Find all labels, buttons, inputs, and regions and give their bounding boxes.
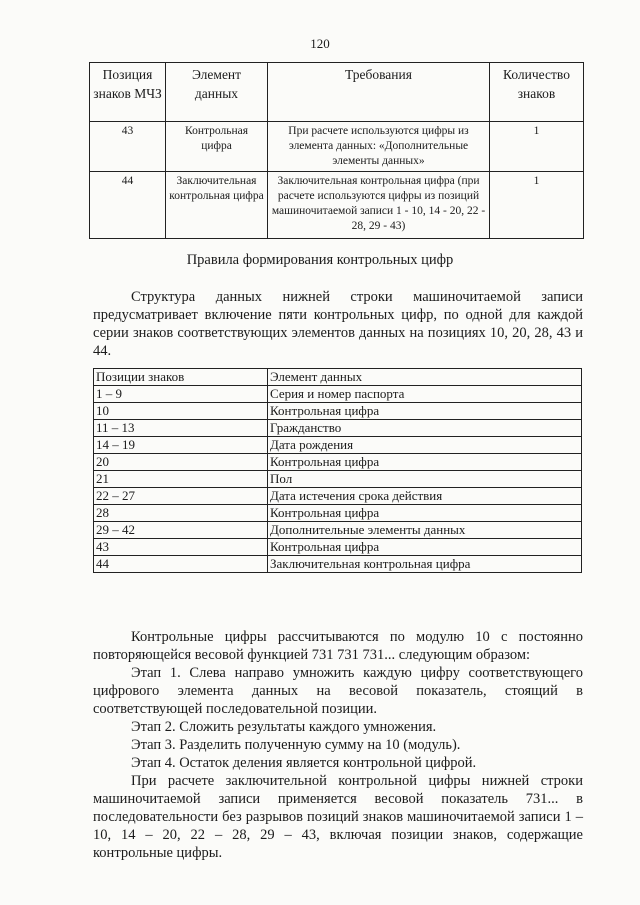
table-row [94, 539, 582, 556]
element-cell: Дата рождения [268, 437, 582, 454]
step-3: Этап 3. Разделить полученную сумму на 10 (модуль). [131, 737, 461, 753]
element-cell: Пол [268, 471, 582, 488]
table-row [94, 403, 582, 420]
table-header-row [94, 369, 582, 386]
element-cell: Контрольная цифра [268, 403, 582, 420]
table-row [94, 471, 582, 488]
position-cell: 28 [94, 505, 268, 522]
header-cell: Количество знаков [490, 63, 584, 122]
position-cell: 14 – 19 [94, 437, 268, 454]
requirements-table [89, 62, 584, 239]
step-2: Этап 2. Сложить результаты каждого умножения. [131, 719, 437, 735]
requirement-cell: Заключительная контрольная цифра (при расчете используются цифры из позиций машиночитаемой записи 1 - 10, 14 - 20, 22 - 28, 29 - 43) [268, 172, 490, 239]
header-cell: Требования [268, 63, 490, 122]
position-cell: 10 [94, 403, 268, 420]
table-row [90, 122, 584, 172]
position-cell: 44 [94, 556, 268, 573]
final-paragraph: При расчете заключительной контрольной цифры нижней строки машиночитаемой записи применяется весовой показатель 731... в последовательности без разрывов позиций знаков машиночитаемой записи 1 – 10, 14 – 20, 22 – 28, 29 – 43, включая позиции знаков, содержащие контрольные цифры. [93, 773, 583, 861]
method-paragraph: Контрольные цифры рассчитываются по модулю 10 с постоянно повторяющейся весовой функцией 731 731 731... следующим образом: [93, 629, 583, 663]
table-header-row [90, 63, 584, 122]
position-cell: 22 – 27 [94, 488, 268, 505]
page-number: 120 [310, 36, 330, 51]
step-4: Этап 4. Остаток деления является контрольной цифрой. [131, 755, 477, 771]
element-cell: Заключительная контрольная цифра [166, 172, 268, 239]
table-row [94, 488, 582, 505]
table-row [94, 437, 582, 454]
element-cell: Заключительная контрольная цифра [268, 556, 582, 573]
table-row [94, 454, 582, 471]
element-cell: Контрольная цифра [166, 122, 268, 172]
table-row [94, 505, 582, 522]
position-cell: 21 [94, 471, 268, 488]
header-cell: Элемент данных [166, 63, 268, 122]
table-row [94, 420, 582, 437]
count-cell: 1 [490, 172, 584, 239]
header-cell: Элемент данных [268, 369, 582, 386]
step-1: Этап 1. Слева направо умножить каждую цифру соответствующего цифрового элемента данных на весовой показатель, стоящий в соответствующей последовательной позиции. [93, 665, 583, 717]
header-cell: Позиция знаков МЧЗ [90, 63, 166, 122]
element-cell: Контрольная цифра [268, 454, 582, 471]
intro-paragraph: Структура данных нижней строки машиночитаемой записи предусматривает включение пяти контрольных цифр, по одной для каждой серии знаков соответствующих элементов данных на позициях 10, 20, 28, 43 и 44. [93, 289, 583, 359]
position-cell: 43 [90, 122, 166, 172]
element-cell: Контрольная цифра [268, 505, 582, 522]
position-cell: 11 – 13 [94, 420, 268, 437]
header-cell: Позиции знаков [94, 369, 268, 386]
table-row [94, 522, 582, 539]
table-row [94, 556, 582, 573]
section-title: Правила формирования контрольных цифр [186, 252, 454, 268]
position-cell: 29 – 42 [94, 522, 268, 539]
element-cell: Гражданство [268, 420, 582, 437]
position-cell: 1 – 9 [94, 386, 268, 403]
table-row [90, 172, 584, 239]
position-cell: 43 [94, 539, 268, 556]
element-cell: Дополнительные элементы данных [268, 522, 582, 539]
element-cell: Дата истечения срока действия [268, 488, 582, 505]
element-cell: Контрольная цифра [268, 539, 582, 556]
element-cell: Серия и номер паспорта [268, 386, 582, 403]
requirement-cell: При расчете используются цифры из элемента данных: «Дополнительные элементы данных» [268, 122, 490, 172]
count-cell: 1 [490, 122, 584, 172]
positions-table [93, 368, 582, 573]
position-cell: 44 [90, 172, 166, 239]
position-cell: 20 [94, 454, 268, 471]
table-row [94, 386, 582, 403]
